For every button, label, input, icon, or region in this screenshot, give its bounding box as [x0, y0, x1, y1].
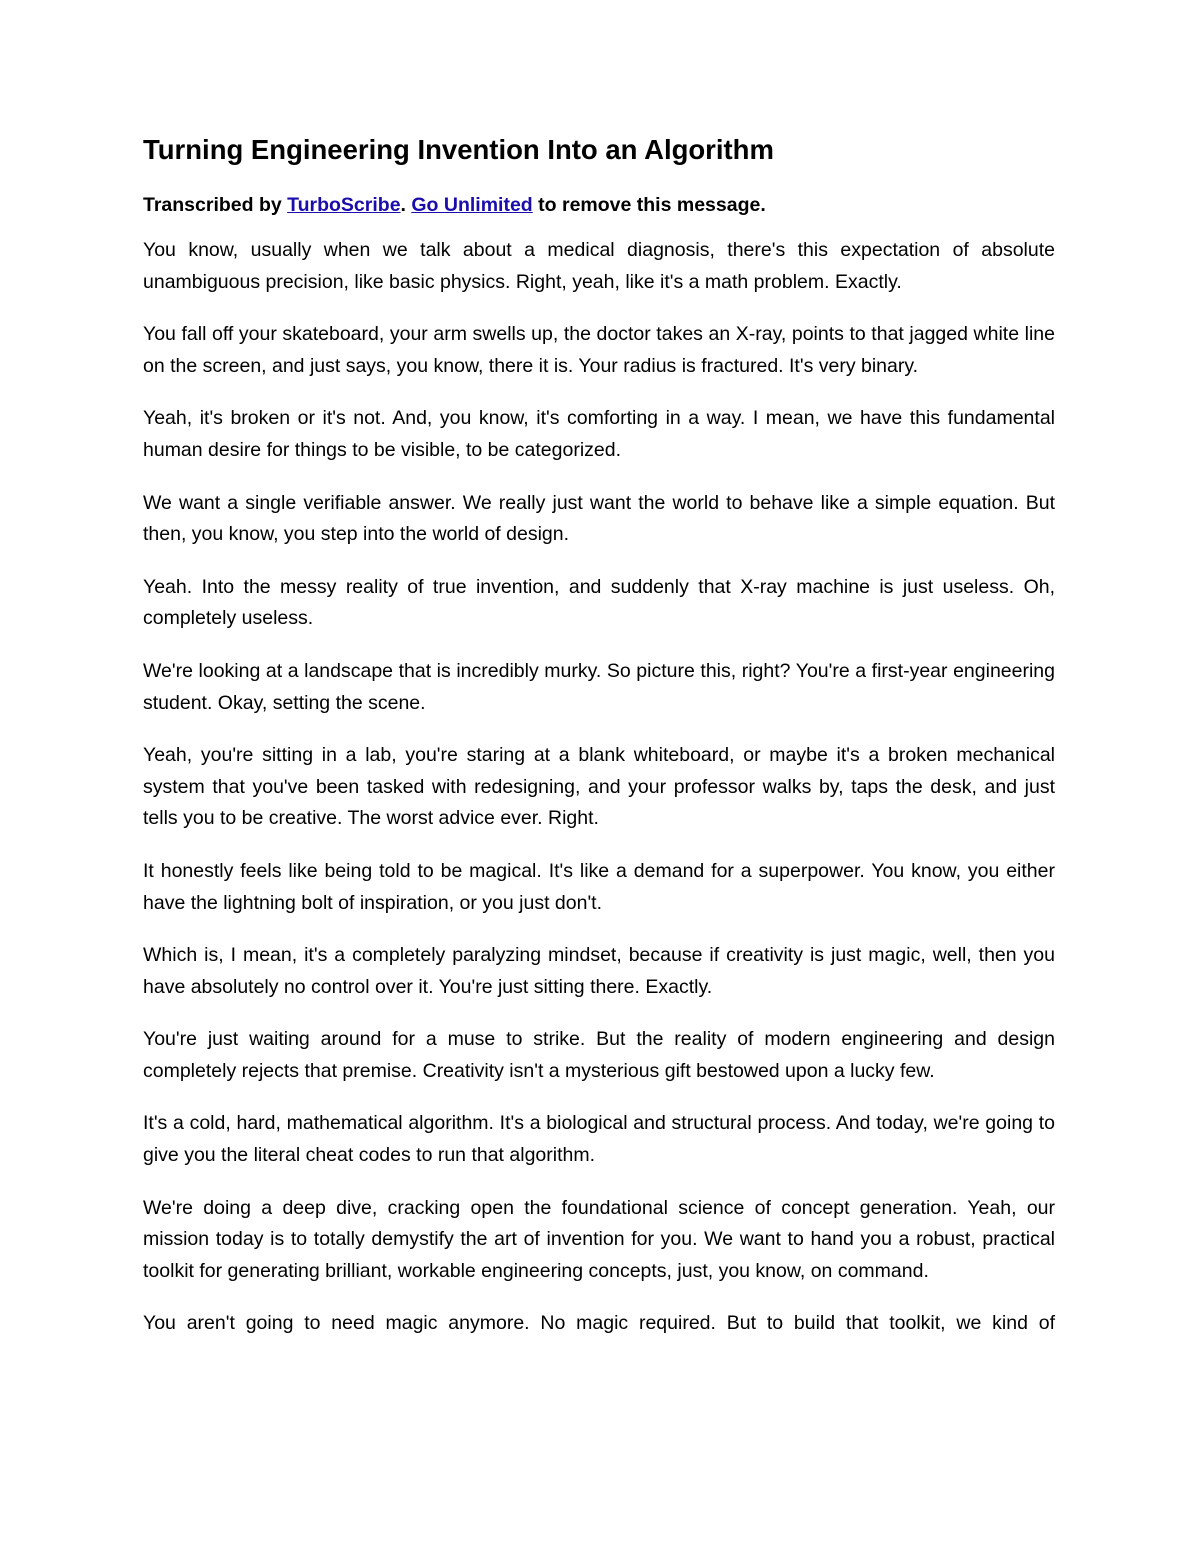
paragraph: You know, usually when we talk about a medical diagnosis, there's this expectation of absolute unambiguous precision, like basic physics. Right, yeah, like it's a math problem. Exactly.	[143, 239, 1055, 293]
paragraph: You fall off your skateboard, your arm swells up, the doctor takes an X-ray, points to that jagged white line on the screen, and just says, you know, there it is. Your radius is fractured. It's very binary.	[143, 323, 1055, 377]
paragraph: We're doing a deep dive, cracking open the foundational science of concept generation. Yeah, our mission today is to totally demystify the art of invention for you. We want to hand you a robust, practical toolkit for generating brilliant, workable engineering concepts, just, you know, on command.	[143, 1196, 1055, 1282]
paragraph: We're looking at a landscape that is incredibly murky. So picture this, right? You're a first-year engineering student. Okay, setting the scene.	[143, 659, 1055, 714]
paragraph: We want a single verifiable answer. We really just want the world to behave like a simple equation. But then, you know, you step into the world of design.	[143, 491, 1055, 546]
notice-suffix: to remove this message.	[532, 194, 766, 216]
go-unlimited-link[interactable]: Go Unlimited	[411, 194, 533, 216]
transcription-notice	[143, 191, 1055, 219]
notice-prefix: Transcribed by	[143, 194, 288, 216]
paragraph: Yeah, you're sitting in a lab, you're staring at a blank whiteboard, or maybe it's a broken mechanical system that you've been tasked with redesigning, and your professor walks by, taps the desk, and just tells you to be creative. The worst advice ever. Right.	[143, 744, 1055, 830]
paragraph: Yeah, it's broken or it's not. And, you know, it's comforting in a way. I mean, we have this fundamental human desire for things to be visible, to be categorized.	[143, 407, 1055, 461]
paragraph: Yeah. Into the messy reality of true invention, and suddenly that X-ray machine is just useless. Oh, completely useless.	[143, 575, 1055, 630]
turboscribe-link[interactable]: TurboScribe	[287, 194, 401, 216]
paragraph: It's a cold, hard, mathematical algorithm. It's a biological and structural process. And today, we're going to give you the literal cheat codes to run that algorithm.	[143, 1112, 1055, 1167]
paragraph: Which is, I mean, it's a completely paralyzing mindset, because if creativity is just magic, well, then you have absolutely no control over it. You're just sitting there. Exactly.	[143, 944, 1055, 998]
notice-middle: .	[400, 194, 412, 216]
paragraph: You're just waiting around for a muse to strike. But the reality of modern engineering and design completely rejects that premise. Creativity isn't a mysterious gift bestowed upon a lucky few.	[143, 1028, 1055, 1082]
paragraph: It honestly feels like being told to be magical. It's like a demand for a superpower. You know, you either have the lightning bolt of inspiration, or you just don't.	[143, 859, 1055, 914]
paragraph: You aren't going to need magic anymore. No magic required. But to build that toolkit, we kind of	[143, 1312, 1055, 1335]
document-title: Turning Engineering Invention Into an Algorithm	[143, 134, 774, 165]
document-page	[143, 128, 1055, 1340]
